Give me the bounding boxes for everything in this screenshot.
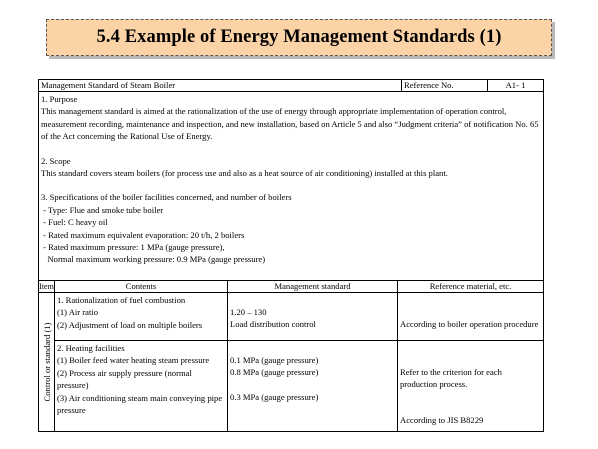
col-management: Management standard [228, 281, 398, 292]
general-section [39, 92, 543, 280]
slide-title: 5.4 Example of Energy Management Standards (1) [46, 19, 552, 56]
reference-cell: Refer to the criterion for each production process. According to JIS B8229 [400, 367, 502, 425]
spec-line: - Fuel: C heavy oil [41, 217, 108, 228]
col-reference: Reference material, etc. [429, 281, 512, 291]
spec-line: - Rated maximum pressure: 1 MPa (gauge pressure), [41, 242, 225, 253]
item-label: Control or standard (1) [41, 322, 52, 402]
standards-body [39, 293, 543, 431]
scope-text: This standard covers steam boilers (for process use and also as a heat source of air conditioning) installed at this plant. [41, 168, 448, 179]
reference-cell: According to boiler operation procedure [400, 319, 539, 329]
management-cell: 1.20 – 130 Load distribution control [228, 293, 398, 340]
table-row [55, 293, 543, 341]
management-cell: 0.1 MPa (gauge pressure) 0.8 MPa (gauge pressure) 0.3 MPa (gauge pressure) [228, 341, 398, 431]
item-column [39, 293, 55, 431]
purpose-text: This management standard is aimed at the rationalization of the use of energy through appropriate implementation of operation control, measurement recording, maintenance and inspection, and new installation, based on Article 5 and also “Judgment criteria” of notification No. 65 of the Act concerning the Rational Use of Energy. [41, 106, 539, 142]
scope-heading: 2. Scope [41, 155, 71, 166]
table-row [55, 341, 543, 431]
spec-line: - Type: Flue and smoke tube boiler [41, 204, 164, 215]
column-header-row [39, 281, 543, 293]
contents-cell: 2. Heating facilities (1) Boiler feed water heating steam pressure (2) Process air supply pressure (normal pressure) (3) Air conditioning steam main conveying pipe pressure [55, 341, 228, 431]
form-header-row [39, 80, 543, 92]
doc-name-cell: Management Standard of Steam Boiler [39, 80, 402, 91]
col-contents: Contents [55, 281, 228, 292]
spec-line: Normal maximum working pressure: 0.9 MPa (gauge pressure) [41, 254, 266, 265]
contents-cell: 1. Rationalization of fuel combustion (1) Air ratio (2) Adjustment of load on multiple boilers [55, 293, 228, 340]
general-section-row [39, 92, 543, 281]
energy-management-standard-form [38, 79, 544, 432]
purpose-heading: 1. Purpose [41, 94, 78, 104]
col-item: Item [39, 282, 54, 291]
ref-value-cell: A1- 1 [505, 80, 526, 90]
spec-line: - Rated maximum equivalent evaporation: 20 t/h, 2 boilers [41, 229, 245, 240]
ref-label-cell: Reference No. [402, 80, 488, 91]
specs-heading: 3. Specifications of the boiler facilities concerned, and number of boilers [41, 192, 292, 203]
